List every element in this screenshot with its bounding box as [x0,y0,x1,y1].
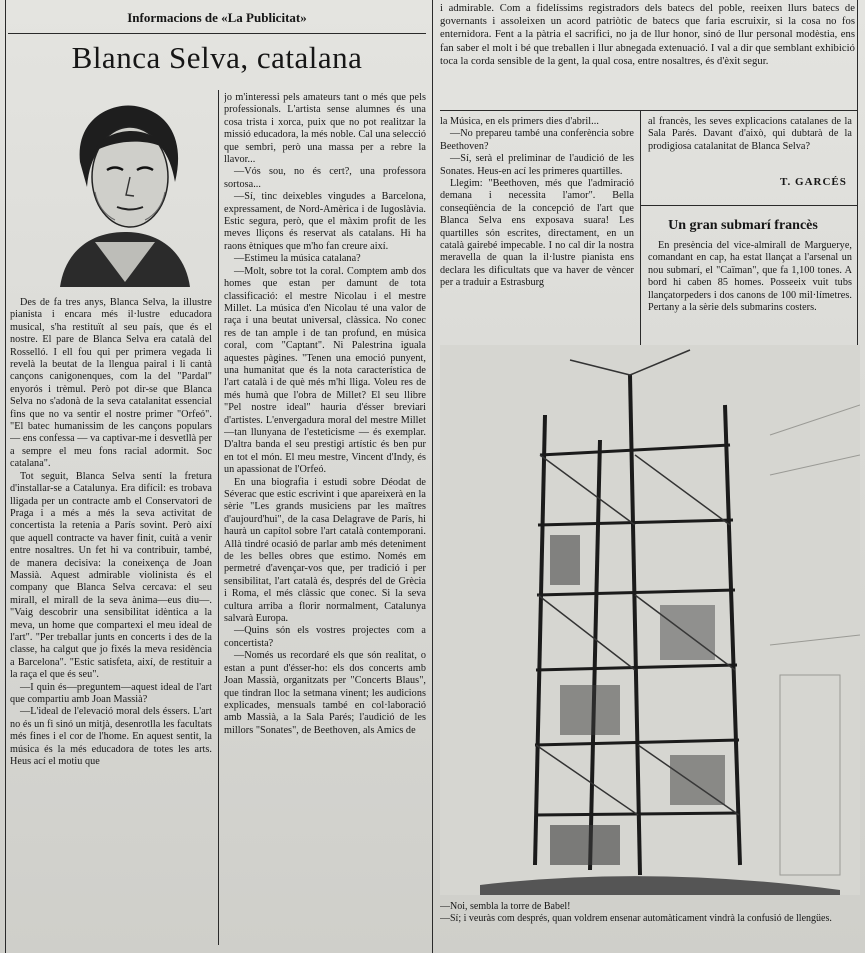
submarine-headline: Un gran submarí francès [668,218,818,233]
article-title: Blanca Selva, catalana [71,40,363,75]
header-rule [8,33,426,34]
paragraph: —L'ideal de l'elevació moral dels éssers. L'art no és un fi sinó un mitjà, desenrotlla les facultats més fines i el cor de l'home. En aquest sentit, la música és la més educadora de totes les arts. Heus ací el motiu que [10,706,212,768]
article-column-2 [224,92,426,937]
column-rule [218,90,219,945]
tower-scaffold-icon [440,345,860,895]
paragraph: Des de fa tres anys, Blanca Selva, la illustre pianista i encara més il·lustre educadora musical, s'ha restituït al seu país, que és el nostre. El pare de Blanca Selva era català del Rosselló. I ell fou qui per primera vegada li revelà la beutat de la llengua pairal i li cantà cançons canigonenques, com la del "Pardal" enyorós i trèmul. Però pot dir-se que Blanca Selva no s'adonà de la seva catalanitat essencial fins que no va sentir el nostre primer "Orfeó". "El batec humanissim de les cançons populars — ens confessa — va captivar-me i desvetllà per a sempre el meu fons racial adormit. Soc catalana". [10,297,212,470]
paragraph: Tot seguit, Blanca Selva sentí la fretura d'installar-se a Catalunya. Era difícil: es trobava lligada per un contracte amb el Conservatori de Praga i a més a més la seva activitat de concertista la retenia a París sovint. Però així que aquell contracte va haver finit, cuità a venir entre nosaltres. Un fet hi va contribuir, també, de manera decisiva: la coneixença de Joan Massià. Aquest admirable violinista és el company que Blanca Selva cercava: el seu mirall, el mirall de la seva ànima—eus diu—. "Vaig descobrir una sensibilitat idèntica a la meva, un home que compartexi el meu ideal de l'art". "Per treballar junts en concerts i des de la classe, ha calgut que jo fixés la meva residència a Barcelona". "Estic satisfeta, així, de restituir a la raça el que és seu". [10,470,212,681]
column-rule [857,0,858,345]
left-edge-rule [5,0,6,953]
portrait-sketch-icon [35,92,215,292]
paragraph: i admirable. Com a fidelíssims registradors dels batecs del poble, reeixen llurs batecs de governants i assoleixen un acord patriòtic de batecs que faria escruixir, si la cosa no fos enternidora. Fent a la pàtria el sacrifici, no ja de llur honor, sinó de llur personal modèstia, ens fan saber el molt i bé que treballen i llur abnegada extenuació. I val a dir que semblant exhibició toca la corda sensible de la gent, la qual cosa, entre nosaltres, és d'èxit segur. [440,3,855,67]
paragraph: —Sí, serà el preliminar de l'audició de les Sonates. Heus-en ací les primeres quartilles. [440,153,634,177]
paragraph: —Estimeu la música catalana? [234,253,361,265]
paragraph: al francès, les seves explicacions catalanes de la Sala Parés. Davant d'això, qui dubtarà de la prodigiosa catalanitat de Blanca Selva? [648,116,852,152]
top-continuation-text [440,2,855,106]
paragraph: jo m'interessi pels amateurs tant o més que pels professionals. L'artista sense alumnes és una cosa trista i xorca, puix que no pot realitzar la missió educadora, la més noble. Cal una selecció que sembri, però una massa per a rebre la llavor... [224,92,426,166]
article-column-1 [10,297,212,937]
article-column-4 [648,116,852,176]
paragraph: —Sí, tinc deixebles vingudes a Barcelona, expressament, de Nord-Amèrica i de Iugoslàvia. Estic segura, però, que el màxim profit de les meves lliçons és reservat als catalans. Hi ha raons ètniques que m'ho fan creure així. [224,191,426,252]
paragraph: —I quin és—preguntem—aquest ideal de l'art que compartiu amb Joan Massià? [10,681,212,705]
caption-line: —Noi, sembla la torre de Babel! [440,901,571,912]
cartoon-caption [440,901,860,925]
paragraph: —No prepareu també una conferència sobre Beethoven? [440,128,634,152]
article-column-3 [440,116,634,344]
paragraph: —Vós sou, no és cert?, una professora sortosa... [224,166,426,190]
paragraph: —Molt, sobre tot la coral. Comptem amb dos homes que estan per damunt de tota classificació: el mestre Nicolau i el mestre Millet. La música d'en Nicolau té una valor de raça i una beutat universal, clàssica. No conec res de tan ample i de tan profund, en música coral, com "Captant". Ni Palestrina iguala aquestes pàgines. "Tenen una emoció punyent, una humanitat que és la nota característica de l'art català i de què més m'hi lliga. Voleu res de més humà que l'obra de Millet? El seu llibre "Pel nostre ideal" hauria d'ésser breviari d'artistes. L'envergadura moral del mestre Millet—tan llunyana de l'esteticisme — és exemplar. D'altra banda el seu prestigi artístic és ben pur en tot el món. El meu mestre, Vincent d'Indy, és un apassionat de l'Orfeó. [224,265,426,476]
paragraph: la Música, en els primers dies d'abril... [440,116,599,127]
paragraph: —Quins són els vostres projectes com a concertista? [224,625,426,649]
paragraph: Llegim: "Beethoven, més que l'admiració demana i necessita l'amor". Bella conseqüència de la concepció de l'art que Blanca Selva ens exposava suara! Les quartilles són escrites, directament, en un català gairebé impecable. I no cal dir la nostra meravella de quan la il·lustre pianista ens declara les dificultats que va haver de vèncer per a traduir a Estrasburg [440,178,634,289]
section-header: Informacions de «La Publicitat» [127,10,307,25]
column-rule [432,0,433,953]
paragraph: En presència del vice-almirall de Marguerye, comandant en cap, ha estat llançat a l'arsenal un nou submarí, el "Caïman", que fa 1,100 tones. A bord hi caben 85 homes. Posseeix vuit tubs llançatorpeders i dos canons de 100 mil·límetres. Pertany a la sèrie dels submarins costers. [648,240,852,314]
author-signature: T. GARCÉS [780,176,847,188]
caption-line: —Sí; i veuràs com després, quan voldrem ensenar automàticament vindrà la confusió de llengües. [440,913,832,924]
paragraph: En una biografia i estudi sobre Déodat de Séverac que estic escrivint i que apareixerà en la sèrie "Les grands musiciens par les maîtres d'aujourd'hui", de la casa Delagrave de París, hi haurà un capítol sobre l'art català contemporani. Allà tindré ocasió de parlar amb més deteniment de les belles obres que estimo. Només em permetré d'avençar-vos que, per tradició i per sensibilitat, l'art català és, després del de Grècia i Roma, el més clàssic que conec. Si la seva cultura arriba a florir normalment, Catalunya salvarà Europa. [224,476,426,625]
submarine-article [648,240,852,342]
section-rule [440,110,857,111]
paragraph: —Només us recordaré els que són realitat, o estan a punt d'ésser-ho: els dos concerts amb Joan Massià, organitzats per "Concerts Blaus", que tindran lloc la setmana vinent; les audicions explicades, mensuals també en col·laboració amb Massià, a la Sala Parés; l'audició de les millors "Sonates", de Beethoven, als Amics de [224,650,426,736]
section-rule [640,205,857,206]
